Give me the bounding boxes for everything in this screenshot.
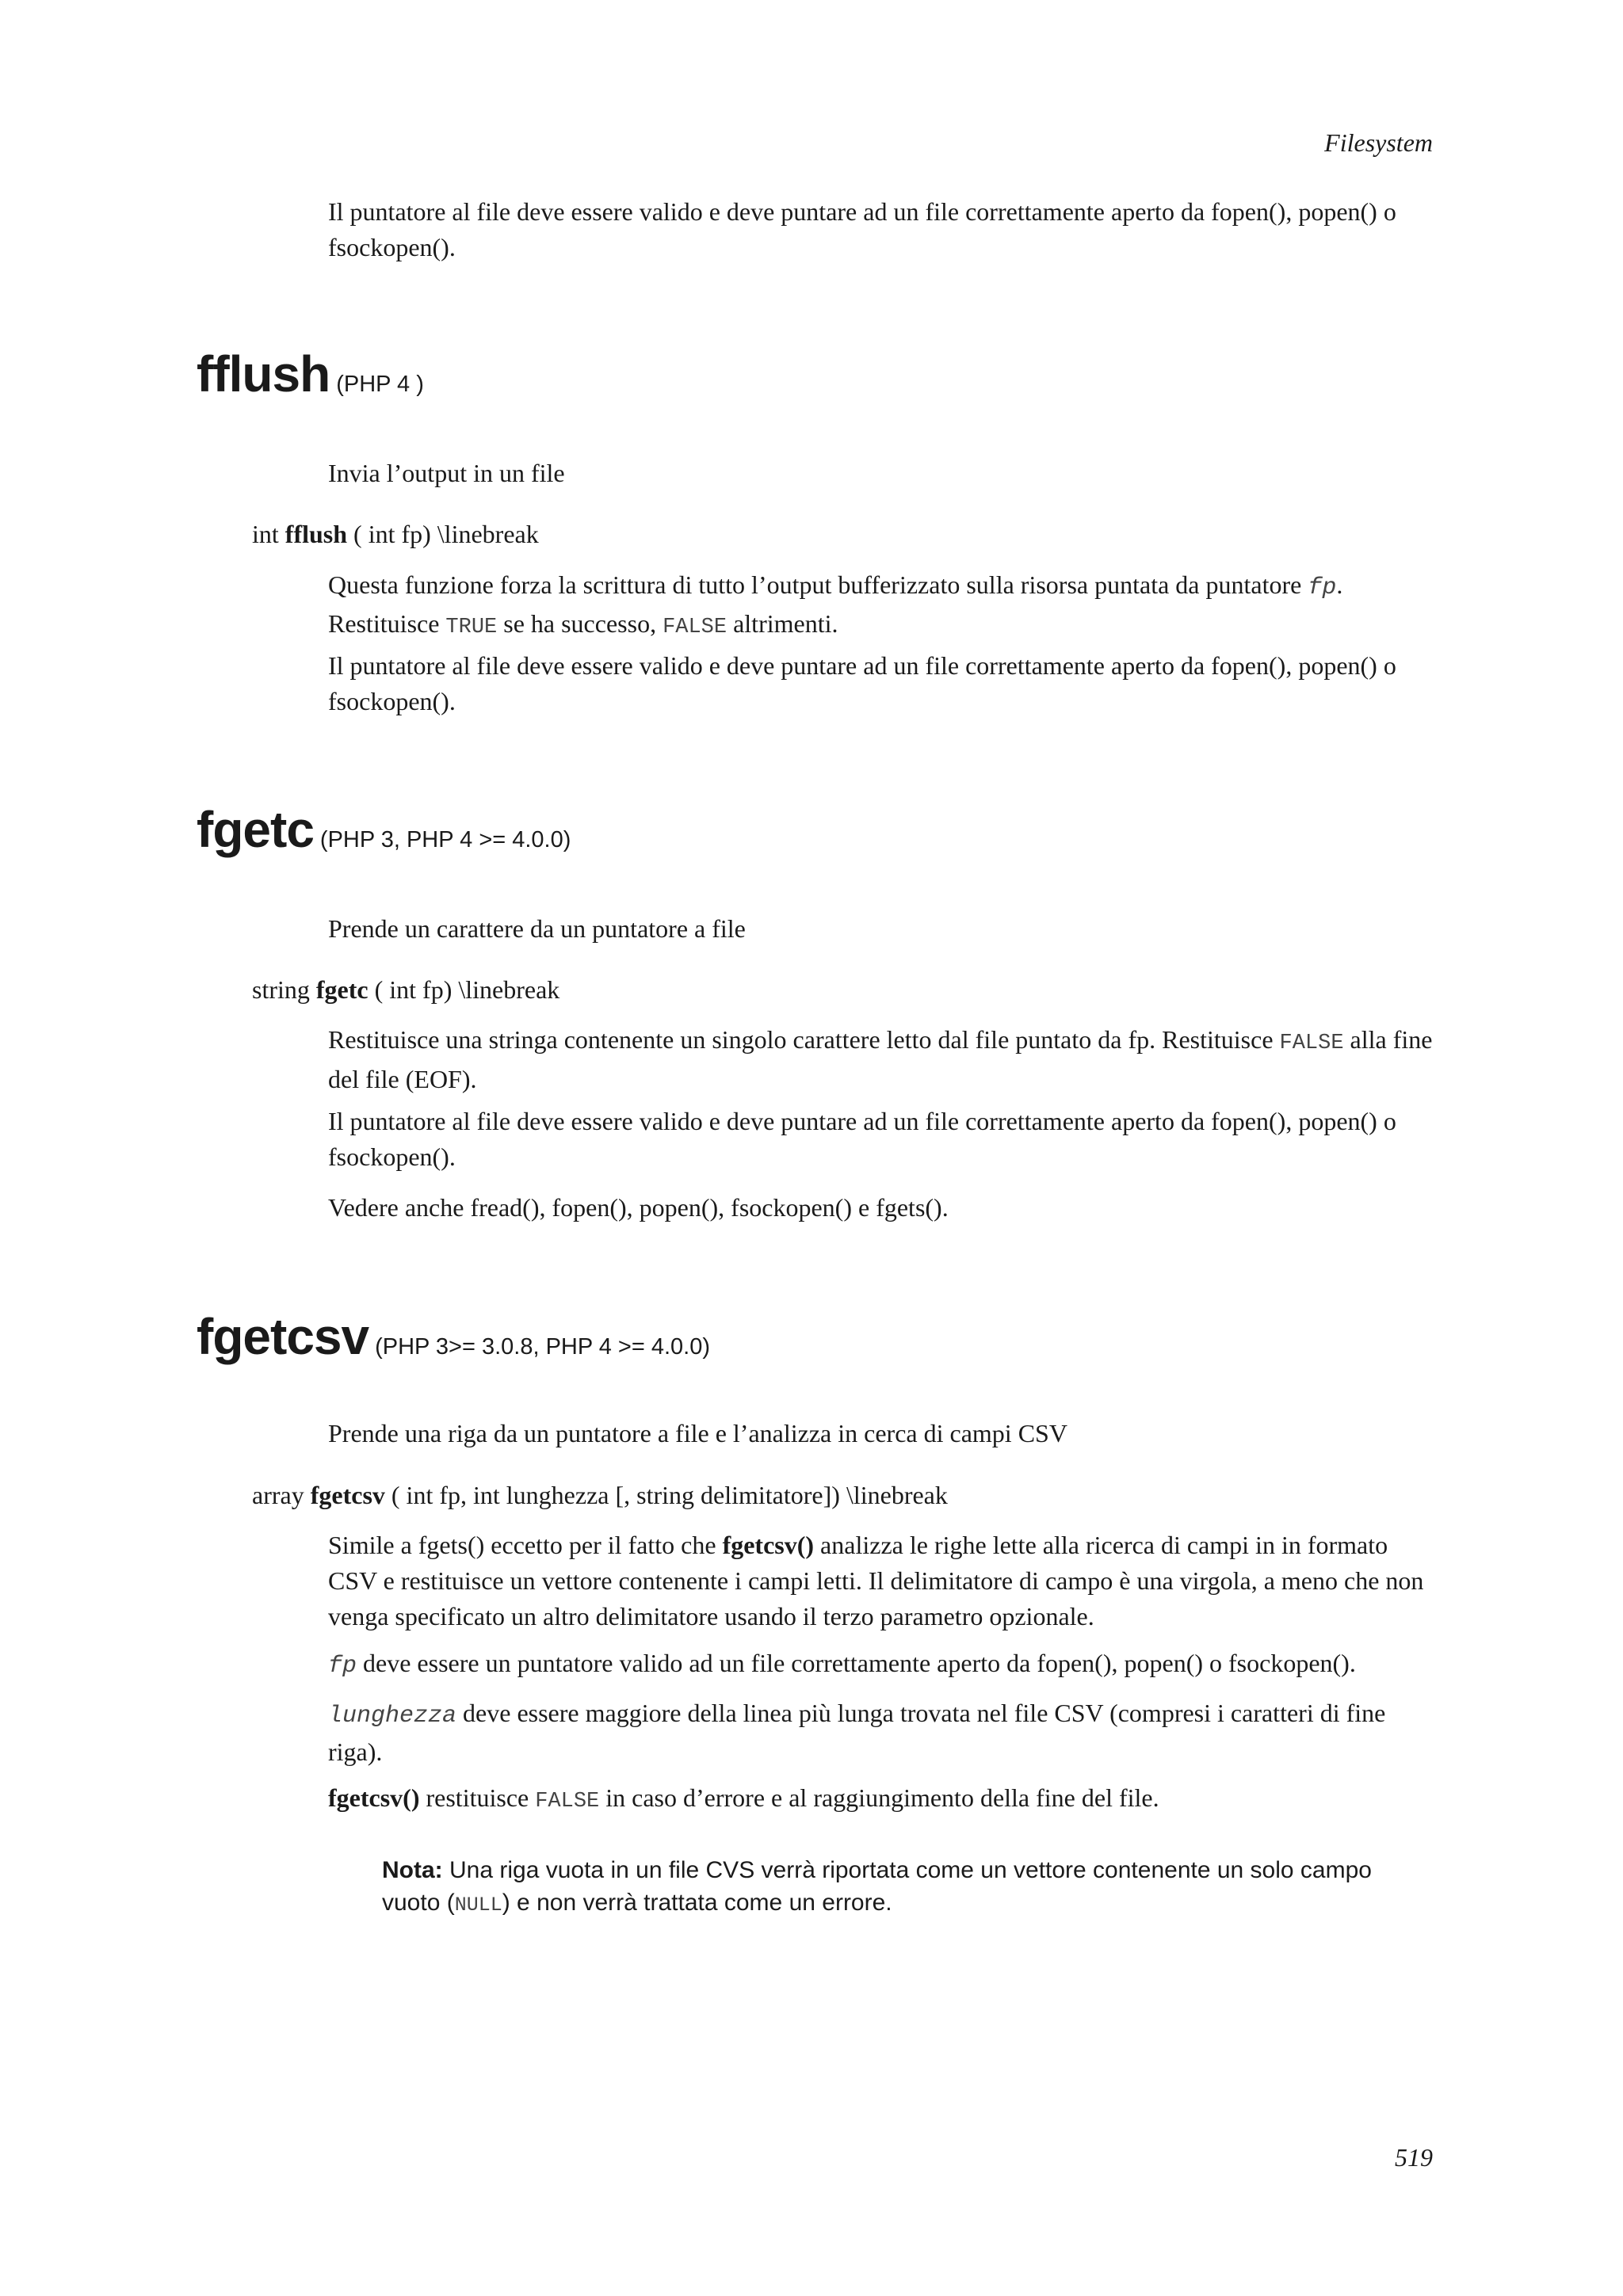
- constant-false: FALSE: [1279, 1032, 1344, 1055]
- version-info: (PHP 4 ): [336, 372, 424, 397]
- return-type: string: [252, 975, 310, 1004]
- note-label: Nota:: [382, 1857, 443, 1883]
- entry-title-fgetc: [197, 800, 571, 859]
- return-type: int: [252, 520, 279, 548]
- fflush-description: [328, 567, 1438, 646]
- text-fragment: restituisce: [419, 1783, 536, 1812]
- fgetc-synopsis: [252, 972, 1441, 1008]
- text-fragment: in caso d’errore e al raggiungimento della fine del file.: [599, 1783, 1159, 1812]
- fflush-synopsis: [252, 517, 1441, 552]
- note-block: [382, 1854, 1436, 1921]
- constant-false: FALSE: [535, 1790, 600, 1814]
- constant-false: FALSE: [663, 616, 727, 639]
- text-fragment: alla fine del file (EOF).: [328, 1025, 1433, 1093]
- page-number: 519: [1395, 2143, 1433, 2172]
- text-fragment: se ha successo,: [497, 609, 663, 638]
- text-fragment: . Restituisce: [328, 570, 1343, 638]
- entry-title-fflush: [197, 345, 424, 403]
- function-name: fflush: [285, 520, 348, 548]
- text-fragment: Simile a fgets() eccetto per il fatto che: [328, 1531, 723, 1559]
- fgetc-summary: Prende un carattere da un puntatore a file: [328, 914, 746, 943]
- function-name: fflush: [197, 345, 330, 402]
- function-name: fgetcsv: [310, 1481, 385, 1509]
- text-fragment: Questa funzione forza la scrittura di tutto l’output bufferizzato sulla risorsa puntata da puntatore: [328, 570, 1308, 599]
- fgetcsv-description: [328, 1527, 1438, 1634]
- intro-paragraph: Il puntatore al file deve essere valido e deve puntare ad un file correttamente aperto da fopen(), popen() o fsockopen().: [328, 197, 1396, 261]
- function-name: fgetc: [315, 975, 369, 1004]
- params: ( int fp, int lunghezza [, string delimitatore]) \linebreak: [391, 1481, 948, 1509]
- version-info: (PHP 3>= 3.0.8, PHP 4 >= 4.0.0): [375, 1334, 711, 1360]
- entry-title-fgetcsv: [197, 1307, 710, 1366]
- fgetc-description: [328, 1022, 1438, 1097]
- function-ref: fgetcsv(): [722, 1531, 815, 1559]
- fgetcsv-fp-description: [328, 1646, 1438, 1684]
- text-fragment: analizza le righe lette alla ricerca di campi in in formato CSV e restituisce un vettore contenente i campi letti. Il delimitatore di campo è una virgola, a meno che non venga specificato un altro delimitatore usando il terzo parametro opzionale.: [328, 1531, 1424, 1630]
- text-fragment: ) e non verrà trattata come un errore.: [502, 1890, 892, 1916]
- function-ref: fgetcsv(): [328, 1783, 420, 1812]
- running-header: Filesystem: [1324, 128, 1433, 157]
- fgetcsv-synopsis: [252, 1478, 1441, 1513]
- return-type: array: [252, 1481, 304, 1509]
- fgetcsv-length-description: [328, 1695, 1438, 1770]
- fgetcsv-return-description: [328, 1780, 1438, 1820]
- constant-true: TRUE: [445, 616, 498, 639]
- function-name: fgetc: [197, 801, 314, 858]
- fgetc-pointer-note: Il puntatore al file deve essere valido e deve puntare ad un file correttamente aperto da fopen(), popen() o fsockopen().: [328, 1107, 1396, 1171]
- version-info: (PHP 3, PHP 4 >= 4.0.0): [319, 827, 571, 852]
- fflush-summary: Invia l’output in un file: [328, 459, 565, 487]
- text-fragment: Una riga vuota in un file CVS verrà riportata come un vettore contenente un solo campo vuoto (: [382, 1857, 1372, 1916]
- text-fragment: deve essere un puntatore valido ad un file correttamente aperto da fopen(), popen() o fsockopen().: [357, 1649, 1356, 1677]
- params: ( int fp) \linebreak: [353, 520, 539, 548]
- param-fp: fp: [1308, 574, 1337, 601]
- function-name: fgetcsv: [197, 1308, 369, 1365]
- params: ( int fp) \linebreak: [374, 975, 560, 1004]
- param-lunghezza: lunghezza: [328, 1703, 457, 1730]
- text-fragment: altrimenti.: [727, 609, 838, 638]
- param-fp: fp: [328, 1653, 357, 1680]
- fflush-pointer-note: Il puntatore al file deve essere valido e deve puntare ad un file correttamente aperto da fopen(), popen() o fsockopen().: [328, 651, 1396, 715]
- fgetc-see-also: Vedere anche fread(), fopen(), popen(), fsockopen() e fgets().: [328, 1193, 949, 1222]
- text-fragment: Restituisce una stringa contenente un singolo carattere letto dal file puntato da fp. Restituisce: [328, 1025, 1280, 1054]
- text-fragment: deve essere maggiore della linea più lunga trovata nel file CSV (compresi i caratteri di fine riga).: [328, 1699, 1386, 1766]
- fgetcsv-summary: Prende una riga da un puntatore a file e l’analizza in cerca di campi CSV: [328, 1419, 1067, 1447]
- constant-null: NULL: [454, 1894, 502, 1917]
